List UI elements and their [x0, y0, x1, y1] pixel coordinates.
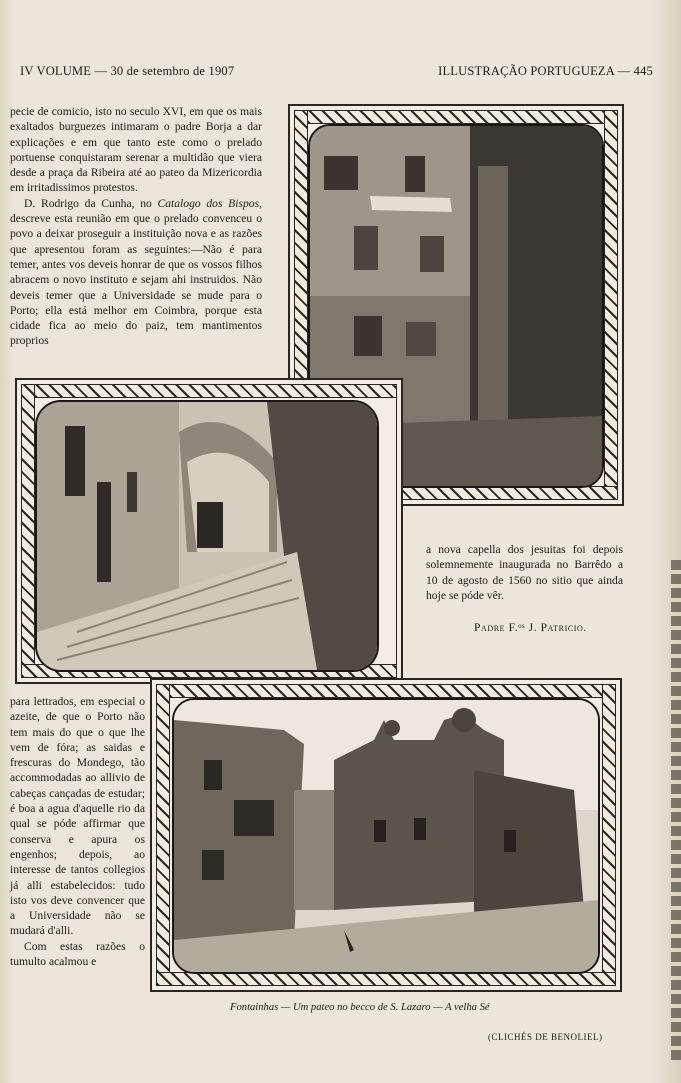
- paragraph-comicio: pecie de comicio, isto no seculo XVI, em que os mais exaltados burguezes intimaram o padre Borja a dar explicações e em que tanto este como o prelado portuense conquistaram serenar a multidão que viera desde a praça da Ribeira até ao pateo da Mizericordia em irritadissimos protestos.: [10, 105, 262, 195]
- photo-velha-se: [172, 698, 600, 974]
- photo-caption: Fontainhas — Um pateo no becco de S. Lazaro — A velha Sé: [230, 1002, 490, 1013]
- ornament-band: [602, 684, 616, 986]
- header-title-page: ILLUSTRAÇÃO PORTUGUEZA — 445: [438, 64, 653, 78]
- author-signature: Padre F.ᵒˢ J. Patricio.: [474, 622, 587, 634]
- photo-credit: (CLICHÉS DE BENOLIEL): [488, 1032, 603, 1042]
- photo-frame-fontainhas: [15, 378, 403, 684]
- text-column-bottom-left: [10, 694, 145, 969]
- paragraph-rodrigo-start: D. Rodrigo da Cunha, no: [24, 196, 158, 210]
- ornament-band: [21, 384, 397, 398]
- binding-edge: [671, 560, 681, 1060]
- header-volume-date: IV VOLUME — 30 de setembro de 1907: [20, 64, 235, 78]
- book-title: Catalogo dos Bispos: [157, 196, 260, 210]
- paragraph-capella: a nova capella dos jesuitas foi depois solemnemente inaugurada no Barrêdo a 10 de agosto de 1560 no sitio que ainda hoje se póde vêr.: [426, 543, 623, 602]
- photo-fontainhas: [35, 400, 379, 672]
- running-header: [20, 64, 653, 82]
- text-column-right: [426, 542, 623, 603]
- photo-velha-se-image: [174, 700, 598, 972]
- ornament-band: [156, 972, 616, 986]
- photo-frame-velha-se: [150, 678, 622, 992]
- ornament-band: [156, 684, 616, 698]
- paragraph-rodrigo-rest: , descreve esta reunião em que o prelado convenceu o povo a deixar proseguir a instituição nova e as razões que apresentou foram as seguintes:—Não é para temer, antes vos deveis honrar de que os vossos filhos abracem o novo instituto e sejam ahi instruidos. Não deveis temer que a Universidade se mude para o Porto; ella está melhor em Coimbra, porque esta cidade fica ao meio do paiz, tem mantimentos proprios: [10, 196, 262, 348]
- paragraph-lettrados: para lettrados, em especial o azeite, de que o Porto não tem mais do que o que lhe vem de fóra; as saidas e frescuras do Mondego, tão accommodadas ao allivio de cabeças cançadas de estudar; é boa a agua d'aquelle rio da qual se póde affirmar que conserva e apura os engenhos; depois, ao interesse de tantos collegios já alli estabelecidos: tudo isto vos deve convencer que a Universidade não se mudará d'alli.: [10, 695, 145, 938]
- paragraph-tumulto: Com estas razões o tumulto acalmou e: [10, 939, 145, 969]
- ornament-band: [21, 384, 35, 678]
- photo-fontainhas-image: [37, 402, 377, 670]
- ornament-band: [604, 110, 618, 500]
- ornament-band: [156, 684, 170, 986]
- paragraph-rodrigo: [10, 196, 262, 349]
- ornament-band: [294, 110, 618, 124]
- text-column-top-left: [10, 104, 262, 349]
